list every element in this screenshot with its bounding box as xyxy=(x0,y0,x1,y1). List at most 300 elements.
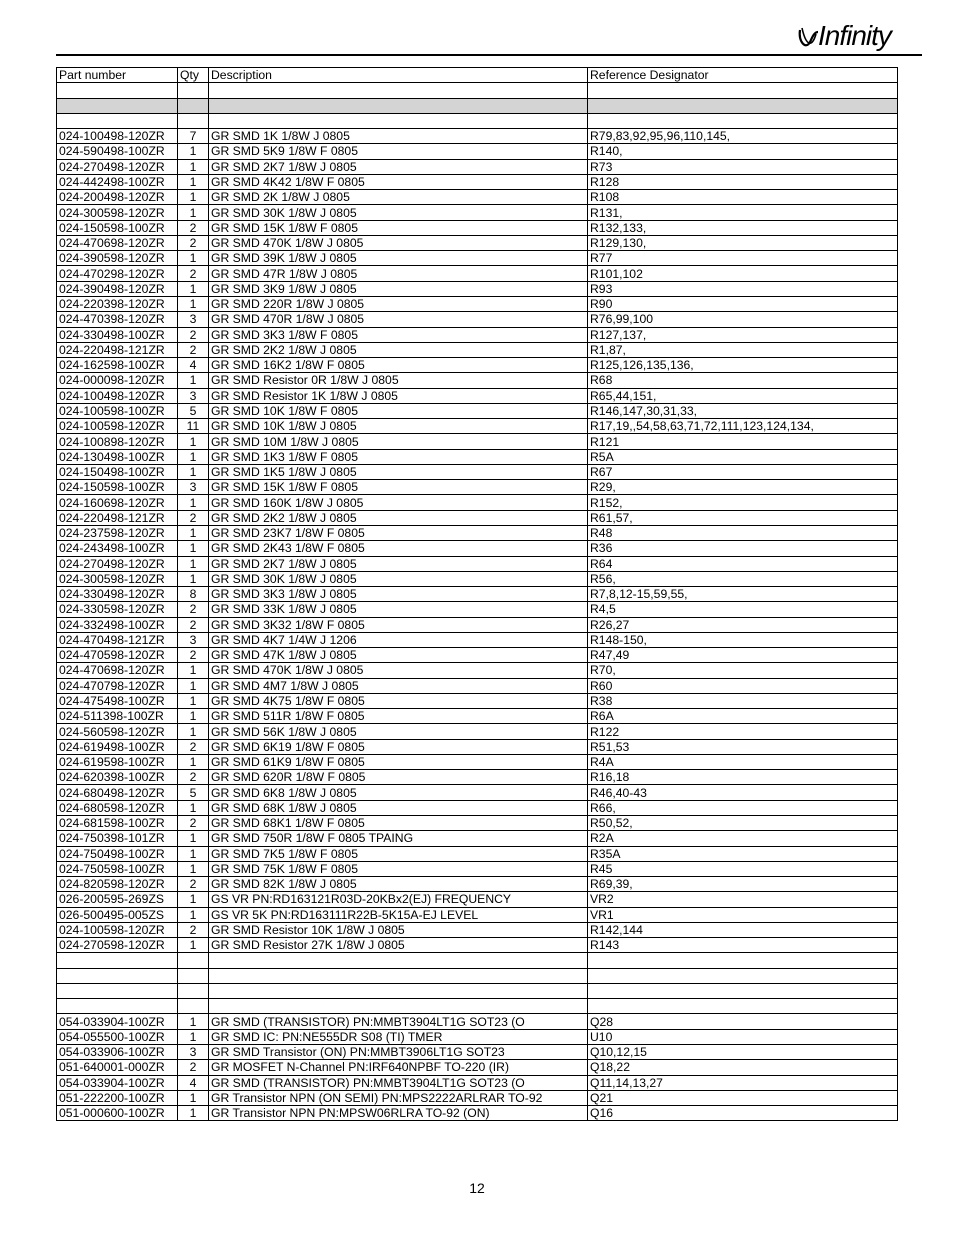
part-number-cell xyxy=(57,98,178,113)
description-cell: GR SMD 2K43 1/8W F 0805 xyxy=(209,541,588,556)
part-number-cell xyxy=(57,953,178,968)
qty-cell: 1 xyxy=(178,541,209,556)
table-row xyxy=(57,434,898,449)
part-number-cell: 024-270498-120ZR xyxy=(57,159,178,174)
qty-cell: 1 xyxy=(178,693,209,708)
reference-designator-cell: R7,8,12-15,59,55, xyxy=(588,587,898,602)
table-row xyxy=(57,877,898,892)
reference-designator-cell: R51,53 xyxy=(588,739,898,754)
reference-designator-cell: R143 xyxy=(588,938,898,953)
qty-cell: 1 xyxy=(178,938,209,953)
description-cell xyxy=(209,98,588,113)
table-row xyxy=(57,739,898,754)
part-number-cell: 024-470698-120ZR xyxy=(57,663,178,678)
part-number-cell: 024-332498-100ZR xyxy=(57,617,178,632)
table-row xyxy=(57,510,898,525)
description-cell: GR SMD 56K 1/8W J 0805 xyxy=(209,724,588,739)
part-number-cell: 024-560598-120ZR xyxy=(57,724,178,739)
reference-designator-cell: R132,133, xyxy=(588,220,898,235)
qty-cell: 2 xyxy=(178,342,209,357)
table-row xyxy=(57,449,898,464)
table-row xyxy=(57,1090,898,1105)
qty-cell: 1 xyxy=(178,144,209,159)
blank-row xyxy=(57,113,898,128)
description-cell: GR SMD 160K 1/8W J 0805 xyxy=(209,495,588,510)
qty-cell: 1 xyxy=(178,678,209,693)
qty-cell: 2 xyxy=(178,235,209,250)
qty-cell: 1 xyxy=(178,1106,209,1121)
part-number-cell: 054-055500-100ZR xyxy=(57,1029,178,1044)
part-number-cell: 024-390598-120ZR xyxy=(57,251,178,266)
header-rule xyxy=(56,54,922,56)
description-cell: GR SMD 4M7 1/8W J 0805 xyxy=(209,678,588,693)
description-cell: GR SMD 39K 1/8W J 0805 xyxy=(209,251,588,266)
table-row xyxy=(57,220,898,235)
qty-cell: 1 xyxy=(178,296,209,311)
part-number-cell: 051-640001-000ZR xyxy=(57,1060,178,1075)
part-number-cell xyxy=(57,968,178,983)
section-gray-row xyxy=(57,98,898,113)
reference-designator-cell: R152, xyxy=(588,495,898,510)
reference-designator-cell: R45 xyxy=(588,861,898,876)
description-cell: GR SMD 33K 1/8W J 0805 xyxy=(209,602,588,617)
table-row xyxy=(57,541,898,556)
reference-designator-cell: R70, xyxy=(588,663,898,678)
reference-designator-cell: R46,40-43 xyxy=(588,785,898,800)
reference-designator-cell: R16,18 xyxy=(588,770,898,785)
description-cell: GR SMD IC: PN:NE555DR S08 (TI) TMER xyxy=(209,1029,588,1044)
reference-designator-cell: R1,87, xyxy=(588,342,898,357)
reference-designator-cell xyxy=(588,983,898,998)
reference-designator-cell: R56, xyxy=(588,571,898,586)
description-cell: GR SMD 470R 1/8W J 0805 xyxy=(209,312,588,327)
description-cell: GR SMD 2K2 1/8W J 0805 xyxy=(209,342,588,357)
reference-designator-cell: R67 xyxy=(588,464,898,479)
description-cell: GR SMD 2K7 1/8W J 0805 xyxy=(209,556,588,571)
table-row xyxy=(57,709,898,724)
table-row xyxy=(57,159,898,174)
table-row xyxy=(57,678,898,693)
reference-designator-cell: R65,44,151, xyxy=(588,388,898,403)
qty-cell: 3 xyxy=(178,1045,209,1060)
description-cell: GR SMD 10K 1/8W J 0805 xyxy=(209,419,588,434)
reference-designator-cell: U10 xyxy=(588,1029,898,1044)
description-cell: GR SMD 5K9 1/8W F 0805 xyxy=(209,144,588,159)
description-cell: GR SMD 15K 1/8W F 0805 xyxy=(209,480,588,495)
qty-cell: 4 xyxy=(178,358,209,373)
qty-cell xyxy=(178,968,209,983)
page-number: 12 xyxy=(469,1180,485,1196)
description-cell: GR SMD 6K19 1/8W F 0805 xyxy=(209,739,588,754)
part-number-cell: 024-750498-100ZR xyxy=(57,846,178,861)
qty-cell: 3 xyxy=(178,312,209,327)
reference-designator-cell: R128 xyxy=(588,174,898,189)
reference-designator-cell: R35A xyxy=(588,846,898,861)
qty-cell: 1 xyxy=(178,159,209,174)
part-number-cell: 024-390498-120ZR xyxy=(57,281,178,296)
part-number-cell: 024-220498-121ZR xyxy=(57,342,178,357)
blank-row xyxy=(57,968,898,983)
qty-cell: 2 xyxy=(178,877,209,892)
part-number-cell xyxy=(57,83,178,98)
reference-designator-cell: R108 xyxy=(588,190,898,205)
description-cell: GR SMD 68K 1/8W J 0805 xyxy=(209,800,588,815)
reference-designator-cell: R121 xyxy=(588,434,898,449)
part-number-cell: 024-100598-100ZR xyxy=(57,403,178,418)
table-row xyxy=(57,235,898,250)
part-number-cell: 024-330498-120ZR xyxy=(57,587,178,602)
description-cell: GR SMD 10M 1/8W J 0805 xyxy=(209,434,588,449)
description-cell: GR SMD 47R 1/8W J 0805 xyxy=(209,266,588,281)
qty-cell: 3 xyxy=(178,388,209,403)
part-number-cell: 024-220398-120ZR xyxy=(57,296,178,311)
qty-cell: 1 xyxy=(178,174,209,189)
qty-cell xyxy=(178,999,209,1014)
table-row xyxy=(57,587,898,602)
reference-designator-cell: R5A xyxy=(588,449,898,464)
description-cell: GR SMD 1K 1/8W J 0805 xyxy=(209,129,588,144)
reference-designator-cell: R122 xyxy=(588,724,898,739)
part-number-cell: 024-150598-100ZR xyxy=(57,480,178,495)
qty-cell: 1 xyxy=(178,663,209,678)
qty-cell: 2 xyxy=(178,327,209,342)
part-number-cell: 024-100598-120ZR xyxy=(57,419,178,434)
part-number-cell: 024-220498-121ZR xyxy=(57,510,178,525)
part-number-cell: 024-100498-120ZR xyxy=(57,129,178,144)
part-number-cell: 024-590498-100ZR xyxy=(57,144,178,159)
qty-cell: 1 xyxy=(178,525,209,540)
part-number-cell: 024-680498-120ZR xyxy=(57,785,178,800)
table-row xyxy=(57,617,898,632)
reference-designator-cell: R38 xyxy=(588,693,898,708)
qty-cell: 2 xyxy=(178,1060,209,1075)
description-cell: GR SMD 23K7 1/8W F 0805 xyxy=(209,525,588,540)
reference-designator-cell: R4,5 xyxy=(588,602,898,617)
part-number-cell: 024-470398-120ZR xyxy=(57,312,178,327)
qty-cell: 1 xyxy=(178,709,209,724)
table-row xyxy=(57,1106,898,1121)
reference-designator-cell: Q16 xyxy=(588,1106,898,1121)
table-row xyxy=(57,816,898,831)
reference-designator-cell xyxy=(588,953,898,968)
qty-cell: 2 xyxy=(178,602,209,617)
table-row xyxy=(57,281,898,296)
description-cell: GR SMD (TRANSISTOR) PN:MMBT3904LT1G SOT23 (O xyxy=(209,1014,588,1029)
part-number-cell: 024-237598-120ZR xyxy=(57,525,178,540)
reference-designator-cell: R90 xyxy=(588,296,898,311)
description-cell: GS VR PN:RD163121R03D-20KBx2(EJ) FREQUENCY xyxy=(209,892,588,907)
reference-designator-cell: R131, xyxy=(588,205,898,220)
reference-designator-cell: R93 xyxy=(588,281,898,296)
reference-designator-cell: R4A xyxy=(588,754,898,769)
description-cell: GR SMD 4K75 1/8W F 0805 xyxy=(209,693,588,708)
blank-row xyxy=(57,83,898,98)
description-cell xyxy=(209,83,588,98)
table-row xyxy=(57,831,898,846)
column-header-reference-designator: Reference Designator xyxy=(588,68,898,83)
description-cell xyxy=(209,999,588,1014)
qty-cell xyxy=(178,83,209,98)
description-cell: GR SMD 1K5 1/8W J 0805 xyxy=(209,464,588,479)
table-row xyxy=(57,770,898,785)
qty-cell: 5 xyxy=(178,403,209,418)
description-cell: GR Transistor NPN PN:MPSW06RLRA TO-92 (ON) xyxy=(209,1106,588,1121)
part-number-cell: 024-620398-100ZR xyxy=(57,770,178,785)
description-cell: GR SMD 4K42 1/8W F 0805 xyxy=(209,174,588,189)
qty-cell: 1 xyxy=(178,1090,209,1105)
reference-designator-cell xyxy=(588,113,898,128)
reference-designator-cell: R47,49 xyxy=(588,648,898,663)
qty-cell: 4 xyxy=(178,1075,209,1090)
qty-cell: 1 xyxy=(178,861,209,876)
part-number-cell: 024-300598-120ZR xyxy=(57,205,178,220)
qty-cell: 1 xyxy=(178,907,209,922)
part-number-cell: 051-222200-100ZR xyxy=(57,1090,178,1105)
description-cell: GR SMD 2K7 1/8W J 0805 xyxy=(209,159,588,174)
part-number-cell: 024-619598-100ZR xyxy=(57,754,178,769)
qty-cell: 1 xyxy=(178,556,209,571)
part-number-cell: 024-100498-120ZR xyxy=(57,388,178,403)
table-row xyxy=(57,846,898,861)
table-row xyxy=(57,556,898,571)
qty-cell: 1 xyxy=(178,846,209,861)
table-row xyxy=(57,358,898,373)
table-row xyxy=(57,1029,898,1044)
part-number-cell: 024-470298-120ZR xyxy=(57,266,178,281)
blank-row xyxy=(57,999,898,1014)
table-row xyxy=(57,464,898,479)
qty-cell: 3 xyxy=(178,480,209,495)
qty-cell: 1 xyxy=(178,449,209,464)
part-number-cell: 024-475498-100ZR xyxy=(57,693,178,708)
qty-cell: 2 xyxy=(178,739,209,754)
table-row xyxy=(57,1045,898,1060)
qty-cell: 1 xyxy=(178,724,209,739)
description-cell: GR SMD 82K 1/8W J 0805 xyxy=(209,877,588,892)
qty-cell: 1 xyxy=(178,1029,209,1044)
qty-cell: 1 xyxy=(178,892,209,907)
qty-cell: 2 xyxy=(178,266,209,281)
reference-designator-cell: R60 xyxy=(588,678,898,693)
description-cell: GR SMD 15K 1/8W F 0805 xyxy=(209,220,588,235)
part-number-cell: 024-470698-120ZR xyxy=(57,235,178,250)
part-number-cell: 024-681598-100ZR xyxy=(57,816,178,831)
description-cell: GR SMD 6K8 1/8W J 0805 xyxy=(209,785,588,800)
table-row xyxy=(57,205,898,220)
qty-cell: 1 xyxy=(178,464,209,479)
reference-designator-cell: R29, xyxy=(588,480,898,495)
table-row xyxy=(57,388,898,403)
reference-designator-cell: Q10,12,15 xyxy=(588,1045,898,1060)
reference-designator-cell: R140, xyxy=(588,144,898,159)
part-number-cell: 051-000600-100ZR xyxy=(57,1106,178,1121)
part-number-cell: 024-820598-120ZR xyxy=(57,877,178,892)
qty-cell: 11 xyxy=(178,419,209,434)
part-number-cell: 026-200595-269ZS xyxy=(57,892,178,907)
qty-cell: 1 xyxy=(178,571,209,586)
table-row xyxy=(57,251,898,266)
qty-cell xyxy=(178,953,209,968)
description-cell: GR SMD 4K7 1/4W J 1206 xyxy=(209,632,588,647)
description-cell: GR MOSFET N-Channel PN:IRF640NPBF TO-220 (IR) xyxy=(209,1060,588,1075)
table-row xyxy=(57,1014,898,1029)
description-cell: GR SMD 2K 1/8W J 0805 xyxy=(209,190,588,205)
table-row xyxy=(57,480,898,495)
part-number-cell: 024-442498-100ZR xyxy=(57,174,178,189)
description-cell: GR SMD 30K 1/8W J 0805 xyxy=(209,205,588,220)
reference-designator-cell: Q28 xyxy=(588,1014,898,1029)
table-row xyxy=(57,892,898,907)
qty-cell: 1 xyxy=(178,281,209,296)
qty-cell: 2 xyxy=(178,648,209,663)
qty-cell: 1 xyxy=(178,434,209,449)
table-row xyxy=(57,754,898,769)
part-number-cell: 054-033904-100ZR xyxy=(57,1075,178,1090)
qty-cell: 1 xyxy=(178,190,209,205)
reference-designator-cell: R6A xyxy=(588,709,898,724)
blank-row xyxy=(57,983,898,998)
part-number-cell: 024-680598-120ZR xyxy=(57,800,178,815)
qty-cell: 1 xyxy=(178,1014,209,1029)
description-cell: GR SMD (TRANSISTOR) PN:MMBT3904LT1G SOT23 (O xyxy=(209,1075,588,1090)
reference-designator-cell: R17,19,,54,58,63,71,72,111,123,124,134, xyxy=(588,419,898,434)
qty-cell: 8 xyxy=(178,587,209,602)
table-row xyxy=(57,907,898,922)
parts-table-body xyxy=(57,83,898,1121)
table-row xyxy=(57,724,898,739)
part-number-cell: 024-100898-120ZR xyxy=(57,434,178,449)
qty-cell: 1 xyxy=(178,373,209,388)
part-number-cell: 024-130498-100ZR xyxy=(57,449,178,464)
part-number-cell: 024-511398-100ZR xyxy=(57,709,178,724)
reference-designator-cell: R64 xyxy=(588,556,898,571)
reference-designator-cell xyxy=(588,968,898,983)
table-row xyxy=(57,1075,898,1090)
table-row xyxy=(57,373,898,388)
table-row xyxy=(57,861,898,876)
part-number-cell xyxy=(57,999,178,1014)
part-number-cell: 024-619498-100ZR xyxy=(57,739,178,754)
qty-cell: 1 xyxy=(178,205,209,220)
description-cell: GR SMD 75K 1/8W F 0805 xyxy=(209,861,588,876)
reference-designator-cell: R127,137, xyxy=(588,327,898,342)
column-header-part-number: Part number xyxy=(57,68,178,83)
table-row xyxy=(57,419,898,434)
description-cell: GR SMD 1K3 1/8W F 0805 xyxy=(209,449,588,464)
reference-designator-cell: R69,39, xyxy=(588,877,898,892)
table-row xyxy=(57,144,898,159)
description-cell: GR SMD 68K1 1/8W F 0805 xyxy=(209,816,588,831)
reference-designator-cell: VR2 xyxy=(588,892,898,907)
part-number-cell: 024-470598-120ZR xyxy=(57,648,178,663)
description-cell: GR SMD Resistor 27K 1/8W J 0805 xyxy=(209,938,588,953)
qty-cell: 1 xyxy=(178,251,209,266)
part-number-cell: 026-500495-005ZS xyxy=(57,907,178,922)
qty-cell: 2 xyxy=(178,617,209,632)
parts-table xyxy=(56,67,898,1121)
reference-designator-cell: R26,27 xyxy=(588,617,898,632)
reference-designator-cell: R129,130, xyxy=(588,235,898,250)
table-row xyxy=(57,693,898,708)
description-cell: GR SMD 470K 1/8W J 0805 xyxy=(209,235,588,250)
reference-designator-cell: R36 xyxy=(588,541,898,556)
qty-cell xyxy=(178,98,209,113)
description-cell: GR SMD 10K 1/8W F 0805 xyxy=(209,403,588,418)
reference-designator-cell: Q18,22 xyxy=(588,1060,898,1075)
reference-designator-cell: Q21 xyxy=(588,1090,898,1105)
part-number-cell: 024-470498-121ZR xyxy=(57,632,178,647)
qty-cell: 5 xyxy=(178,785,209,800)
qty-cell xyxy=(178,983,209,998)
description-cell: GR SMD 2K2 1/8W J 0805 xyxy=(209,510,588,525)
qty-cell: 3 xyxy=(178,632,209,647)
description-cell: GR SMD 47K 1/8W J 0805 xyxy=(209,648,588,663)
description-cell: GR SMD Resistor 1K 1/8W J 0805 xyxy=(209,388,588,403)
qty-cell: 2 xyxy=(178,770,209,785)
part-number-cell: 024-200498-120ZR xyxy=(57,190,178,205)
qty-cell: 1 xyxy=(178,800,209,815)
qty-cell: 7 xyxy=(178,129,209,144)
part-number-cell: 024-750598-100ZR xyxy=(57,861,178,876)
qty-cell: 2 xyxy=(178,816,209,831)
qty-cell: 2 xyxy=(178,922,209,937)
reference-designator-cell: R66, xyxy=(588,800,898,815)
description-cell: GR SMD 750R 1/8W F 0805 TPAING xyxy=(209,831,588,846)
description-cell: GR SMD 61K9 1/8W F 0805 xyxy=(209,754,588,769)
description-cell: GR SMD 470K 1/8W J 0805 xyxy=(209,663,588,678)
description-cell: GR SMD Transistor (ON) PN:MMBT3906LT1G SOT23 xyxy=(209,1045,588,1060)
reference-designator-cell: Q11,14,13,27 xyxy=(588,1075,898,1090)
part-number-cell: 024-243498-100ZR xyxy=(57,541,178,556)
part-number-cell: 024-300598-120ZR xyxy=(57,571,178,586)
table-row xyxy=(57,800,898,815)
part-number-cell: 024-270498-120ZR xyxy=(57,556,178,571)
table-row xyxy=(57,174,898,189)
reference-designator-cell: R61,57, xyxy=(588,510,898,525)
description-cell xyxy=(209,953,588,968)
table-row xyxy=(57,785,898,800)
part-number-cell: 024-330498-100ZR xyxy=(57,327,178,342)
table-header-row xyxy=(57,68,898,83)
reference-designator-cell: R50,52, xyxy=(588,816,898,831)
description-cell xyxy=(209,968,588,983)
reference-designator-cell: R77 xyxy=(588,251,898,266)
description-cell: GR SMD 620R 1/8W F 0805 xyxy=(209,770,588,785)
column-header-description: Description xyxy=(209,68,588,83)
reference-designator-cell: R146,147,30,31,33, xyxy=(588,403,898,418)
description-cell: GR SMD 3K3 1/8W J 0805 xyxy=(209,587,588,602)
qty-cell: 2 xyxy=(178,510,209,525)
qty-cell: 2 xyxy=(178,220,209,235)
part-number-cell xyxy=(57,983,178,998)
table-row xyxy=(57,922,898,937)
table-row xyxy=(57,129,898,144)
column-header-qty: Qty xyxy=(178,68,209,83)
reference-designator-cell: R125,126,135,136, xyxy=(588,358,898,373)
table-row xyxy=(57,632,898,647)
qty-cell: 1 xyxy=(178,831,209,846)
reference-designator-cell: R79,83,92,95,96,110,145, xyxy=(588,129,898,144)
part-number-cell: 024-000098-120ZR xyxy=(57,373,178,388)
part-number-cell: 024-750398-101ZR xyxy=(57,831,178,846)
reference-designator-cell: R148-150, xyxy=(588,632,898,647)
description-cell: GR SMD 30K 1/8W J 0805 xyxy=(209,571,588,586)
part-number-cell: 054-033904-100ZR xyxy=(57,1014,178,1029)
reference-designator-cell: R2A xyxy=(588,831,898,846)
table-row xyxy=(57,190,898,205)
part-number-cell: 024-162598-100ZR xyxy=(57,358,178,373)
reference-designator-cell: R142,144 xyxy=(588,922,898,937)
